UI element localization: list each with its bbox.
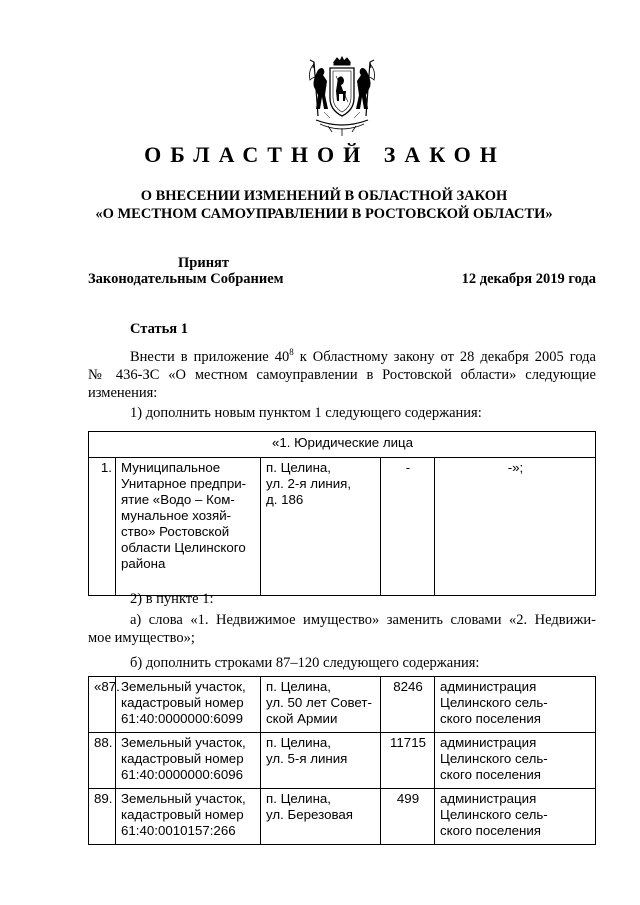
property-address: п. Целина, ул. Березовая <box>261 789 381 845</box>
item-2a-line-1: а) слова «1. Недвижимое имущество» заменить словами «2. Недвижи- <box>130 612 596 628</box>
row-number: 88. <box>89 733 116 789</box>
adoption-body: Законодательным Собранием <box>88 271 284 287</box>
subtitle-line-2: «О МЕСТНОМ САМОУПРАВЛЕНИИ В РОСТОВСКОЙ ОБЛАСТИ» <box>95 206 553 222</box>
table-row <box>89 677 596 733</box>
intro-superscript: 8 <box>289 347 294 357</box>
property-area: 11715 <box>381 733 435 789</box>
entity-col5: -»; <box>435 458 596 596</box>
table-row <box>89 789 596 845</box>
row-number: 89. <box>89 789 116 845</box>
property-name: Земельный участок, кадастровый номер 61:40:0000000:6096 <box>116 733 261 789</box>
property-owner: администрация Целинского сель- ского поселения <box>435 733 596 789</box>
article-heading: Статья 1 <box>130 321 188 337</box>
intro-line-1: Внести в приложение $40^8$ к Областному закону от 28 декабря 2005 года <box>130 347 596 365</box>
item-2a-line-2: мое имущество»; <box>88 630 195 646</box>
intro-line-2: № 436-ЗС «О местном самоуправлении в Ростовской области» следующие <box>88 366 596 383</box>
table-header-row <box>89 432 596 458</box>
table-header-cell: «1. Юридические лица <box>89 432 596 458</box>
table-row <box>89 458 596 596</box>
row-number: 1. <box>89 458 116 596</box>
entity-address: п. Целина, ул. 2-я линия, д. 186 <box>261 458 381 596</box>
entity-name: Муниципальное Унитарное предпри- ятие «Водо – Ком- мунальное хозяй- ство» Ростовской области Целинского района <box>116 458 261 596</box>
property-area: 499 <box>381 789 435 845</box>
document-subtitle <box>0 187 640 223</box>
article-intro <box>88 343 596 402</box>
entity-col4: - <box>381 458 435 596</box>
property-owner: администрация Целинского сель- ского поселения <box>435 789 596 845</box>
item-2a-text <box>88 611 596 647</box>
item-1-text: 1) дополнить новым пунктом 1 следующего содержания: <box>130 405 482 421</box>
property-name: Земельный участок, кадастровый номер 61:40:0010157:266 <box>116 789 261 845</box>
table-row <box>89 733 596 789</box>
coat-of-arms-icon <box>304 56 380 138</box>
property-owner: администрация Целинского сель- ского поселения <box>435 677 596 733</box>
row-number: «87. <box>89 677 116 733</box>
adoption-label: Принят <box>178 255 230 271</box>
intro-line-3: изменения: <box>88 384 158 401</box>
property-name: Земельный участок, кадастровый номер 61:40:0000000:6099 <box>116 677 261 733</box>
property-address: п. Целина, ул. 5-я линия <box>261 733 381 789</box>
legal-entities-table <box>88 431 596 596</box>
real-estate-table <box>88 676 596 845</box>
item-2-text: 2) в пункте 1: <box>130 591 214 607</box>
adoption-date: 12 декабря 2019 года <box>461 271 596 287</box>
document-title: ОБЛАСТНОЙ ЗАКОН <box>144 142 506 167</box>
property-area: 8246 <box>381 677 435 733</box>
item-2b-text: б) дополнить строками 87–120 следующего содержания: <box>130 655 480 671</box>
property-address: п. Целина, ул. 50 лет Совет- ской Армии <box>261 677 381 733</box>
subtitle-line-1: О ВНЕСЕНИИ ИЗМЕНЕНИЙ В ОБЛАСТНОЙ ЗАКОН <box>140 188 508 204</box>
